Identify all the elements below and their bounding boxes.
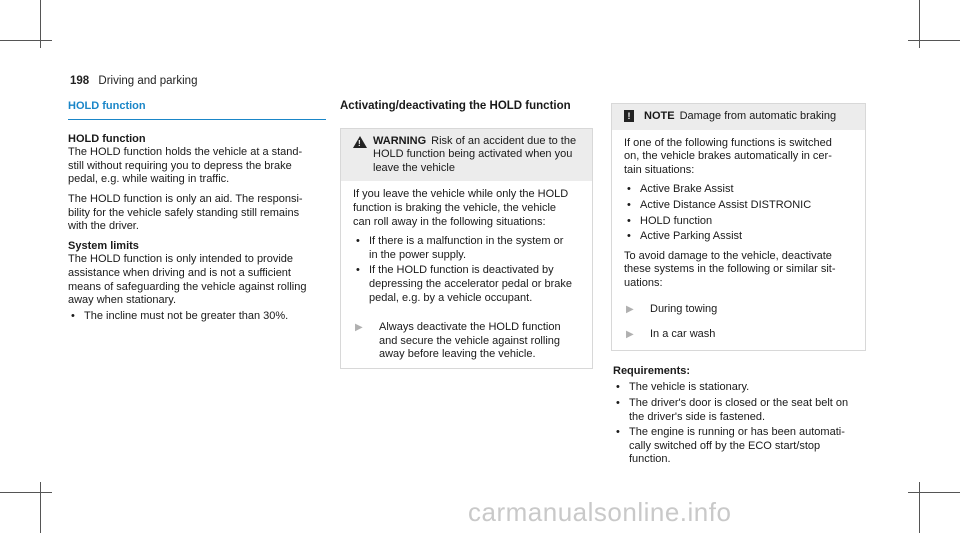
bullet-icon: • bbox=[356, 264, 360, 277]
text-line: and secure the vehicle against rolling bbox=[379, 334, 561, 347]
bullet-icon: • bbox=[616, 381, 620, 394]
bullet-list bbox=[68, 310, 326, 324]
note-body bbox=[612, 130, 865, 350]
text-line: depressing the accelerator pedal or brake bbox=[369, 277, 573, 290]
subheading: System limits bbox=[68, 239, 139, 252]
text-line: these systems in the following or similar sit- bbox=[624, 263, 836, 276]
step-arrow-icon: ▶ bbox=[626, 329, 634, 341]
list-item bbox=[624, 215, 855, 229]
list-item bbox=[624, 199, 855, 213]
text-line: Risk of an accident due to the bbox=[431, 134, 577, 147]
text-line: Always deactivate the HOLD function bbox=[379, 321, 561, 334]
warning-label: WARNING bbox=[373, 134, 427, 147]
step-arrow-icon: ▶ bbox=[355, 322, 363, 334]
text-line: away before leaving the vehicle. bbox=[379, 348, 536, 361]
bullet-icon: • bbox=[627, 183, 631, 196]
list-item bbox=[613, 381, 866, 395]
text-line: can roll away in the following situations: bbox=[353, 215, 546, 228]
text-line: cally switched off by the ECO start/stop bbox=[629, 439, 821, 452]
bullet-icon: • bbox=[627, 214, 631, 227]
list-item bbox=[353, 235, 582, 262]
bullet-icon: • bbox=[356, 235, 360, 248]
list-item-text: Active Distance Assist DISTRONIC bbox=[640, 198, 812, 211]
step-text bbox=[379, 321, 561, 362]
action-step bbox=[353, 321, 582, 362]
bullet-icon: • bbox=[627, 198, 631, 211]
crop-mark bbox=[0, 492, 52, 493]
paragraph bbox=[68, 193, 326, 234]
note-header bbox=[612, 104, 865, 130]
bullet-list bbox=[613, 381, 866, 467]
text-line: the driver's side is fastened. bbox=[629, 410, 766, 423]
crop-mark bbox=[908, 40, 960, 41]
bullet-icon: • bbox=[616, 396, 620, 409]
text-line: away when stationary. bbox=[68, 294, 177, 307]
watermark: carmanualsonline.info bbox=[468, 497, 732, 527]
note-title bbox=[644, 110, 836, 124]
text-line: The engine is running or has been automati- bbox=[629, 426, 845, 439]
text-line: The vehicle is stationary. bbox=[629, 381, 750, 394]
crop-mark bbox=[908, 492, 960, 493]
text-line: To avoid damage to the vehicle, deactivate bbox=[624, 249, 832, 262]
text-line: If you leave the vehicle while only the HOLD bbox=[353, 188, 569, 201]
bullet-list bbox=[624, 183, 855, 243]
list-item bbox=[613, 426, 866, 467]
list-item-text: Active Brake Assist bbox=[640, 183, 734, 196]
bullet-icon: • bbox=[616, 426, 620, 439]
text-line: pedal, e.g. by a vehicle occupant. bbox=[369, 291, 533, 304]
paragraph bbox=[68, 253, 326, 307]
text-line: function. bbox=[629, 453, 671, 466]
text-line: function is braking the vehicle, the vehicle bbox=[353, 201, 557, 214]
column-hold-function bbox=[68, 100, 326, 329]
text-line: tain situations: bbox=[624, 163, 695, 176]
paragraph bbox=[68, 146, 326, 187]
text-line: If the HOLD function is deactivated by bbox=[369, 264, 554, 277]
text-line: Damage from automatic braking bbox=[679, 110, 837, 122]
list-item-text: HOLD function bbox=[640, 214, 713, 227]
step-arrow-icon: ▶ bbox=[626, 303, 634, 315]
step-text: During towing bbox=[650, 302, 718, 315]
warning-triangle-icon bbox=[353, 136, 367, 148]
text-line: The driver's door is closed or the seat belt on bbox=[629, 396, 849, 409]
list-item bbox=[613, 397, 866, 424]
text-line: If one of the following functions is switched bbox=[624, 136, 832, 149]
list-item bbox=[68, 310, 326, 324]
crop-mark bbox=[919, 482, 920, 533]
text-line: assistance when driving and is not a sufficient bbox=[68, 266, 291, 279]
warning-title bbox=[373, 135, 576, 176]
note-label: NOTE bbox=[644, 110, 675, 122]
warning-body bbox=[341, 181, 592, 368]
chapter-title: Driving and parking bbox=[98, 75, 198, 87]
text-line: in the power supply. bbox=[369, 248, 467, 261]
text-line: If there is a malfunction in the system or bbox=[369, 235, 564, 248]
list-item-text: Active Parking Assist bbox=[640, 230, 743, 243]
bullet-icon: • bbox=[627, 230, 631, 243]
action-step bbox=[624, 303, 855, 317]
step-text: In a car wash bbox=[650, 328, 716, 341]
list-item-text: The incline must not be greater than 30%. bbox=[84, 309, 289, 322]
text-line: means of safeguarding the vehicle against rolling bbox=[68, 280, 307, 293]
text-line: still without requiring you to depress the brake bbox=[68, 159, 292, 172]
column-activating bbox=[340, 100, 593, 369]
exclamation-icon: ! bbox=[624, 110, 634, 122]
text-line: pedal, e.g. while waiting in traffic. bbox=[68, 173, 230, 186]
requirements-title: Requirements: bbox=[613, 364, 691, 377]
warning-header bbox=[341, 129, 592, 182]
text-line: The HOLD function holds the vehicle at a stand- bbox=[68, 146, 303, 159]
text-line: leave the vehicle bbox=[373, 161, 455, 174]
text-line: The HOLD function is only an aid. The responsi- bbox=[68, 192, 303, 205]
paragraph bbox=[624, 250, 855, 291]
paragraph bbox=[353, 188, 582, 229]
section-title: HOLD function bbox=[68, 100, 326, 120]
text-line: uations: bbox=[624, 276, 663, 289]
requirements bbox=[611, 365, 866, 467]
warning-box bbox=[340, 128, 593, 369]
section-heading: Activating/deactivating the HOLD function bbox=[340, 100, 571, 112]
text-line: bility for the vehicle safely standing still remains bbox=[68, 206, 300, 219]
list-item bbox=[353, 264, 582, 305]
text-line: on, the vehicle brakes automatically in cer- bbox=[624, 150, 832, 163]
page-number: 198 bbox=[70, 75, 90, 87]
text-line: with the driver. bbox=[68, 220, 139, 233]
text-line: The HOLD function is only intended to provide bbox=[68, 253, 294, 266]
bullet-list bbox=[353, 235, 582, 305]
page-header bbox=[70, 75, 197, 87]
paragraph bbox=[624, 137, 855, 178]
crop-mark bbox=[40, 482, 41, 533]
text-line: HOLD function being activated when you bbox=[373, 148, 573, 161]
column-note bbox=[611, 103, 866, 473]
note-box bbox=[611, 103, 866, 351]
bullet-icon: • bbox=[71, 309, 75, 322]
list-item bbox=[624, 183, 855, 197]
crop-mark bbox=[0, 40, 52, 41]
list-item bbox=[624, 230, 855, 244]
action-step bbox=[624, 328, 855, 342]
subheading: HOLD function bbox=[68, 132, 146, 145]
